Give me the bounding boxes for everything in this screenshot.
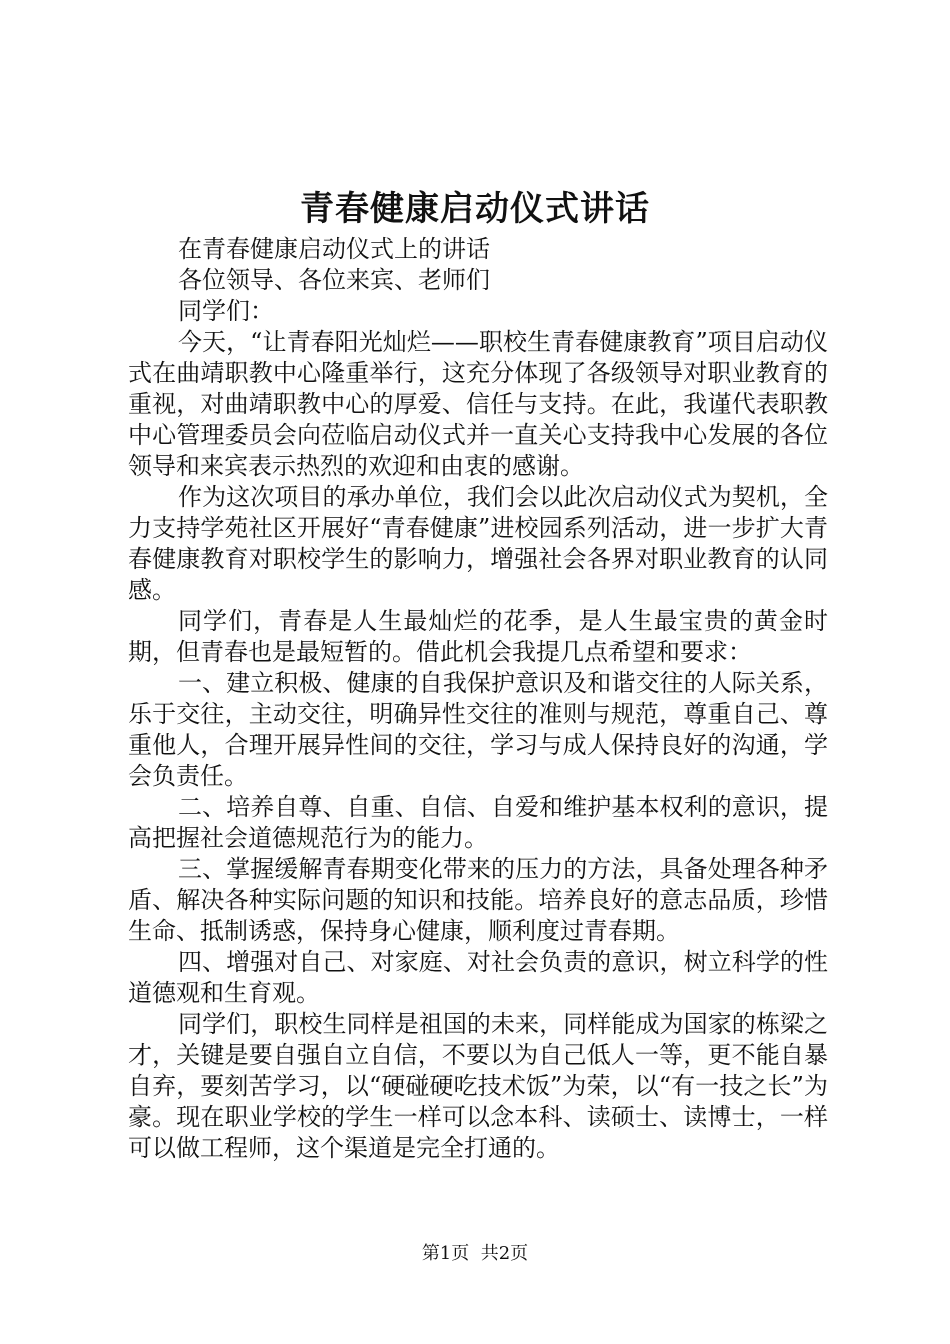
paragraph-point-3: 三、掌握缓解青春期变化带来的压力的方法，具备处理各种矛盾、解决各种实际问题的知识和技能。培养良好的意志品质，珍惜生命、抵制诱惑，保持身心健康，顺利度过青春期。 bbox=[128, 855, 828, 945]
paragraph-salutation-guests: 各位领导、各位来宾、老师们 bbox=[178, 266, 490, 294]
paragraph-point-1: 一、建立积极、健康的自我保护意识及和谐交往的人际关系，乐于交往，主动交往，明确异性交往的准则与规范，尊重自己、尊重他人，合理开展异性间的交往，学习与成人保持良好的沟通，学会负责任。 bbox=[128, 669, 828, 790]
page-total: 共2页 bbox=[480, 1243, 529, 1264]
paragraph-salutation-students: 同学们： bbox=[178, 297, 274, 325]
paragraph-opening: 今天，“让青春阳光灿烂——职校生青春健康教育”项目启动仪式在曲靖职教中心隆重举行，这充分体现了各级领导对职业教育的重视，对曲靖职教中心的厚爱、信任与支持。在此，我谨代表职教中心管理委员会向莅临启动仪式并一直关心支持我中心发展的各位领导和来宾表示热烈的欢迎和由衷的感谢。 bbox=[128, 328, 828, 480]
paragraph-host-unit: 作为这次项目的承办单位，我们会以此次启动仪式为契机，全力支持学苑社区开展好“青春健康”进校园系列活动，进一步扩大青春健康教育对职校学生的影响力，增强社会各界对职业教育的认同感。 bbox=[128, 483, 828, 604]
paragraph-point-4: 四、增强对自己、对家庭、对社会负责的意识，树立科学的性道德观和生育观。 bbox=[128, 948, 828, 1007]
paragraph-closing: 同学们，职校生同样是祖国的未来，同样能成为国家的栋梁之才，关键是要自强自立自信，不要以为自己低人一等，更不能自暴自弃，要刻苦学习，以“硬碰硬吃技术饭”为荣，以“有一技之长”为豪。现在职业学校的学生一样可以念本科、读硕士、读博士，一样可以做工程师，这个渠道是完全打通的。 bbox=[128, 1010, 828, 1162]
document-title: 青春健康启动仪式讲话 bbox=[300, 189, 650, 229]
paragraph-subtitle: 在青春健康启动仪式上的讲话 bbox=[178, 235, 490, 263]
paragraph-point-2: 二、培养自尊、自重、自信、自爱和维护基本权利的意识，提高把握社会道德规范行为的能力。 bbox=[128, 793, 828, 852]
page-number: 第1页 bbox=[421, 1243, 470, 1264]
document-body bbox=[128, 234, 828, 1164]
paragraph-youth: 同学们，青春是人生最灿烂的花季，是人生最宝贵的黄金时期，但青春也是最短暂的。借此机会我提几点希望和要求： bbox=[128, 607, 828, 666]
page-footer bbox=[0, 1242, 950, 1266]
